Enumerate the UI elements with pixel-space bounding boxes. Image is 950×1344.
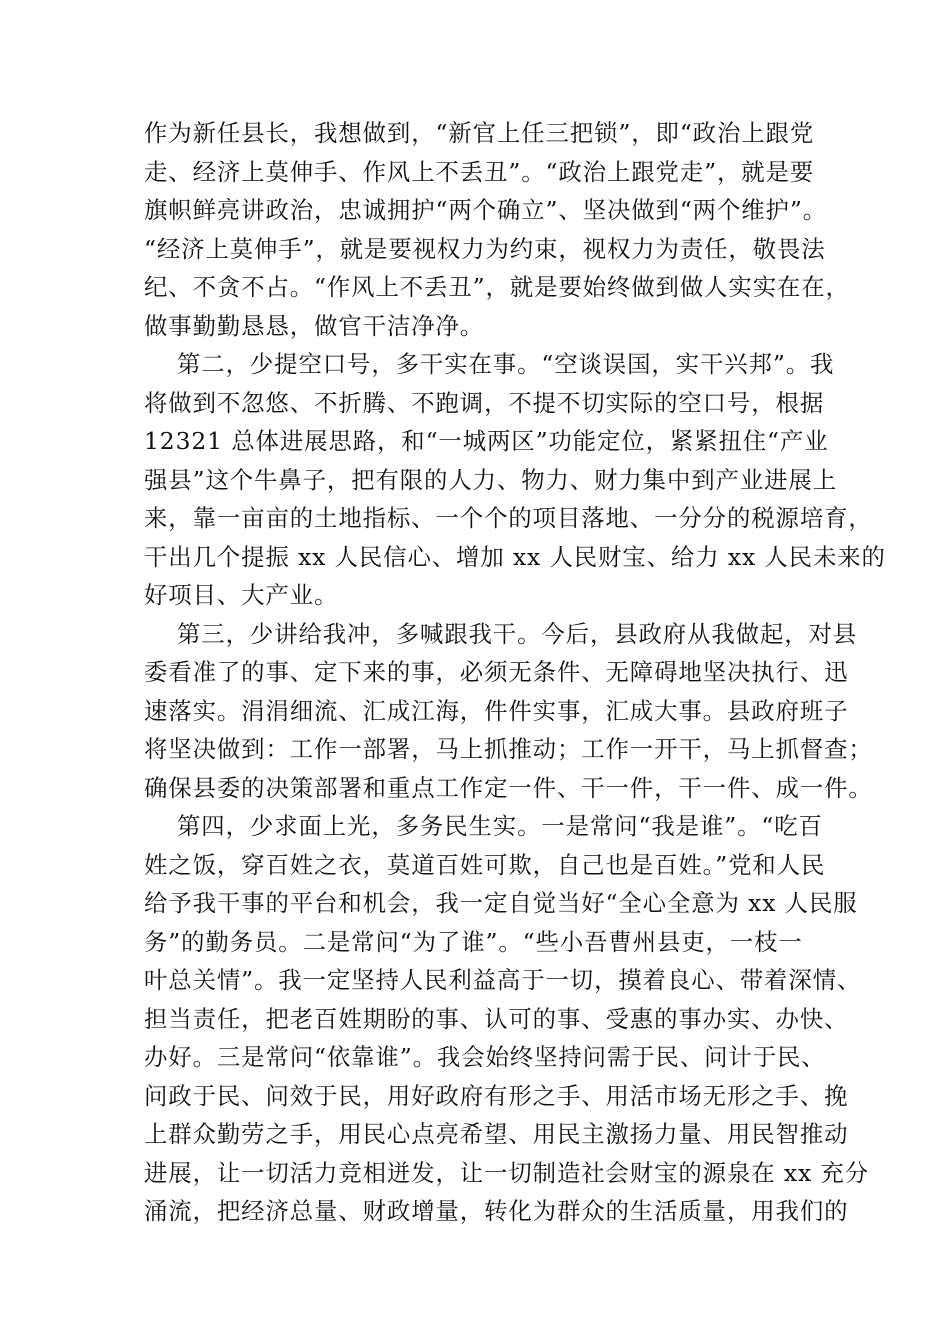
text-line: 进展，让一切活力竞相迸发，让一切制造社会财宝的源泉在 xx 充分 xyxy=(144,1158,869,1187)
text-line: 速落实。涓涓细流、汇成江海，件件实事，汇成大事。县政府班子 xyxy=(144,696,849,725)
text-line: “经济上莫伸手”，就是要视权力为约束，视权力为责任，敬畏法 xyxy=(144,234,826,263)
paragraph-first-line: 第四，少求面上光，多务民生实。一是常问“我是谁”。“吃百 xyxy=(177,812,823,840)
text-line: 干出几个提振 xx 人民信心、增加 xx 人民财宝、给力 xx 人民未来的 xyxy=(144,542,886,571)
text-line: 旗帜鲜亮讲政治，忠诚拥护“两个确立”、坚决做到“两个维护”。 xyxy=(144,196,827,224)
text-line: 强县”这个牛鼻子，把有限的人力、物力、财力集中到产业进展上 xyxy=(144,465,837,494)
text-line: 12321 总体进展思路，和“一城两区”功能定位，紧紧扭住“产业 xyxy=(144,427,829,455)
text-line: 将坚决做到：工作一部署，马上抓推动；工作一开干，马上抓督查； xyxy=(144,735,873,763)
text-line: 问政于民、问效于民，用好政府有形之手、用活市场无形之手、挽 xyxy=(144,1081,849,1110)
text-line: 务”的勤务员。二是常问“为了谁”。“些小吾曹州县吏，一枝一 xyxy=(144,927,803,956)
text-line: 叶总关情”。我一定坚持人民利益高于一切，摸着良心、带着深情、 xyxy=(144,966,862,994)
text-line: 做事勤勤恳恳，做官干洁净净。 xyxy=(144,311,485,340)
document-body xyxy=(144,114,886,1231)
text-line: 将做到不忽悠、不折腾、不跑调，不提不切实际的空口号，根据 xyxy=(144,388,825,417)
text-line: 委看准了的事、定下来的事，必须无条件、无障碍地坚决执行、迅 xyxy=(144,658,849,686)
text-line: 走、经济上莫伸手、作风上不丢丑”。“政治上跟党走”，就是要 xyxy=(144,157,815,186)
text-line: 上群众勤劳之手，用民心点亮希望、用民主激扬力量、用民智推动 xyxy=(144,1120,849,1148)
text-line: 姓之饭，穿百姓之衣，莫道百姓可欺，自己也是百姓。”党和人民 xyxy=(144,850,826,879)
text-line: 涌流，把经济总量、财政增量，转化为群众的生活质量，用我们的 xyxy=(144,1197,849,1225)
text-line: 来，靠一亩亩的土地指标、一个个的项目落地、一分分的税源培育， xyxy=(144,504,873,532)
text-line: 作为新任县长，我想做到，“新官上任三把锁”，即“政治上跟党 xyxy=(144,119,815,147)
text-line: 给予我干事的平台和机会，我一定自觉当好“全心全意为 xx 人民服 xyxy=(144,889,858,917)
text-line: 办好。三是常问“依靠谁”。我会始终坚持问需于民、问计于民、 xyxy=(144,1043,826,1071)
paragraph-first-line: 第三，少讲给我冲，多喊跟我干。今后，县政府从我做起，对县 xyxy=(177,619,858,648)
text-line: 担当责任，把老百姓期盼的事、认可的事、受惠的事办实、办快、 xyxy=(144,1004,849,1033)
text-line: 确保县委的决策部署和重点工作定一件、干一件，干一件、成一件。 xyxy=(144,773,873,802)
text-line: 好项目、大产业。 xyxy=(144,581,339,609)
paragraph-first-line: 第二，少提空口号，多干实在事。“空谈误国，实干兴邦”。我 xyxy=(177,350,835,378)
text-line: 纪、不贪不占。“作风上不丢丑”，就是要始终做到做人实实在在， xyxy=(144,273,850,301)
